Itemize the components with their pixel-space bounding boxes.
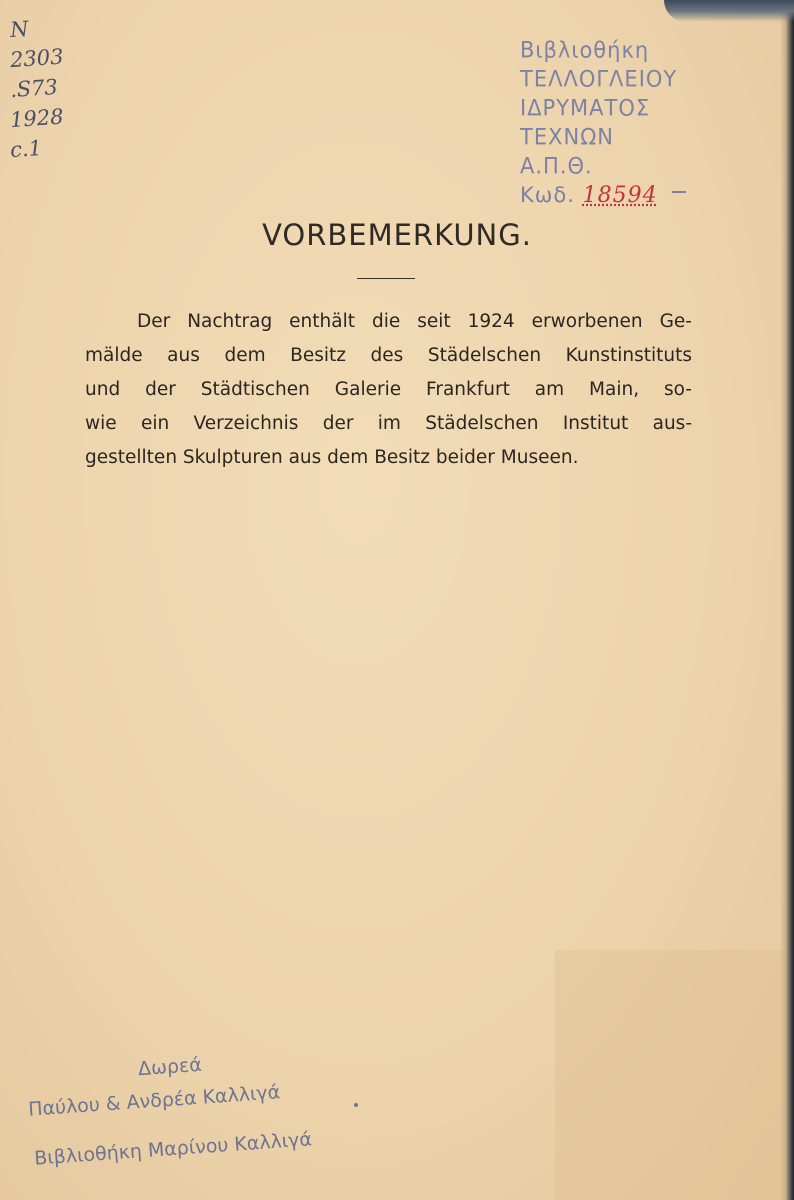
shelfmark-line: 2303 [9,44,65,73]
paragraph-line: mälde aus dem Besitz des Städelschen Kunstinstituts [85,345,692,366]
library-stamp-line: Βιβλιοθήκη [520,37,650,63]
shelfmark-line: c.1 [9,135,43,163]
preface-paragraph [85,305,692,475]
donation-line: Δωρεά [137,1053,203,1081]
page-title: VORBEMERKUNG. [262,218,532,252]
shelfmark-handwritten [10,12,100,162]
donation-dot [354,1103,358,1107]
paragraph-line: und der Städtischen Galerie Frankfurt am Main, so- [85,379,692,400]
title-divider [357,278,415,279]
shelfmark-line: N [9,16,30,43]
library-stamp-line: ΤΕΛΛΟΓΛΕΙΟΥ [520,66,678,92]
binding-edge [780,0,794,1200]
shelfmark-line: .S73 [9,74,59,103]
library-stamp-line: ΤΕΧΝΩΝ [520,124,614,150]
binding-corner [664,0,794,22]
paragraph-line: gestellten Skulpturen aus dem Besitz beider Museen. [85,447,579,468]
library-stamp-line: Α.Π.Θ. [520,153,593,179]
shelfmark-line: 1928 [9,104,65,133]
library-code-row [520,181,700,210]
paper-stain [555,950,794,1200]
donation-line: Βιβλιοθήκη Μαρίνου Καλλιγά [33,1128,313,1170]
donation-line: Παύλου & Ανδρέα Καλλιγά [27,1081,281,1121]
library-stamp-line: ΙΔΡΥΜΑΤΟΣ [520,95,651,121]
paragraph-line: Der Nachtrag enthält die seit 1924 erworbenen Ge- [137,311,692,332]
library-code-label: Κωδ. [520,183,575,207]
stamp-dash [672,191,686,193]
library-code-number: 18594 [582,183,658,208]
library-stamp [520,36,700,210]
paragraph-line: wie ein Verzeichnis der im Städelschen Institut aus- [85,413,692,434]
